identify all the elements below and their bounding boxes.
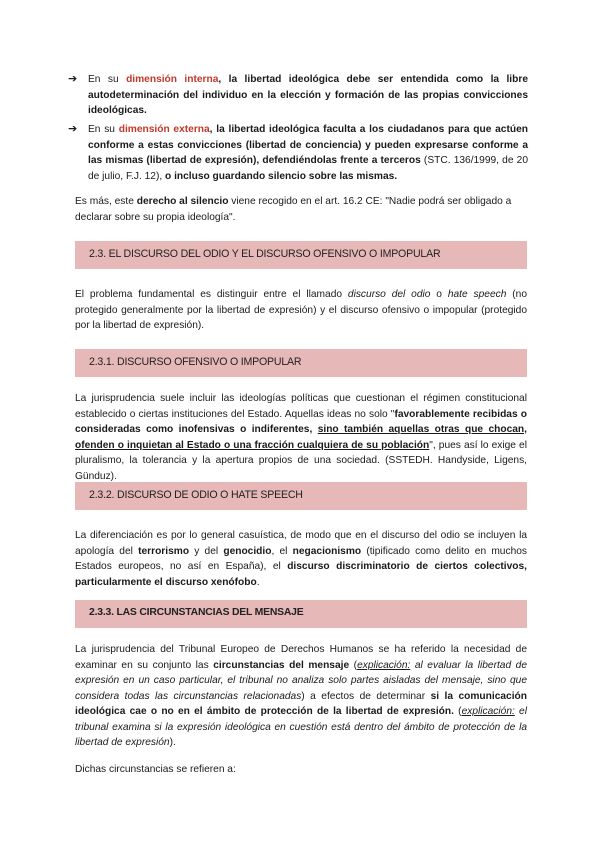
text-run: ) a efectos de determinar: [301, 690, 431, 702]
text-run: La diferenciación es por lo general casuística, de modo que en el discurso del odio se incluyen la apología del: [75, 530, 527, 557]
text-run: ).: [169, 737, 176, 748]
bullet-body-end: o incluso guardando silencio sobre las mismas.: [165, 170, 398, 182]
text-run: El problema fundamental es distinguir entre el llamado: [75, 289, 348, 300]
bullet-item-internal: [68, 72, 528, 119]
text-run: (STC. 136/1999, de 20 de julio, F.J. 12),: [88, 155, 529, 182]
text-run: Es más, este: [75, 196, 137, 207]
italic-explanation: el tribunal examina si la expresión ideológica en cuestión está dentro del ámbito de protección de la libertad de expresión: [75, 706, 527, 748]
bold-underlined-quote: sino también aquellas otras que chocan, ofenden o inquietan al Estado o una fracción cualquiera de su población: [75, 424, 527, 451]
text-run: En su: [88, 124, 119, 135]
text-run: (: [349, 659, 358, 671]
bullet-item-external: [68, 122, 529, 184]
explanation-label: explicación:: [357, 659, 411, 671]
explanation-label: explicación:: [461, 706, 515, 717]
text-run: , el: [271, 545, 293, 557]
bold-term: genocidio: [223, 545, 272, 557]
text-run: o: [430, 289, 448, 300]
text-run: y del: [189, 545, 224, 557]
text-run: ", pues así lo exige el pluralismo, la tolerancia y la apertura propios de una sociedad. (SSTEDH. Handyside, Ligens, Günduz).: [75, 439, 527, 482]
bold-quote: favorablemente recibidas o consideradas como inofensivas o indiferentes,: [75, 408, 527, 435]
text-run: En su: [88, 74, 127, 85]
subsection-heading: 2.3.2. DISCURSO DE ODIO O HATE SPEECH: [89, 489, 303, 501]
highlight-internal: dimensión interna: [126, 74, 219, 85]
subsection-heading-band: [75, 349, 527, 377]
text-run: La jurisprudencia del Tribunal Europeo de Derechos Humanos se ha referido la necesidad de examinar en su conjunto las: [75, 644, 527, 671]
paragraph-problema: [75, 287, 527, 334]
italic-term: discurso del odio: [347, 289, 431, 300]
bullet-body: , la libertad ideológica faculta a los ciudadanos para que actúen conforme a estas convicciones (libertad de conciencia) y pueden expresarse conforme a las mismas (libertad de expresión), defendiéndolas frente a terceros: [88, 124, 528, 166]
subsection-heading-band: [75, 600, 527, 628]
subsection-heading: 2.3.1. DISCURSO OFENSIVO O IMPOPULAR: [89, 356, 302, 368]
closing-line: Dichas circunstancias se refieren a:: [75, 764, 236, 775]
section-heading-band: [75, 241, 527, 269]
bold-term: discurso discriminatorio de ciertos colectivos, particularmente el discurso xenófobo: [75, 561, 527, 588]
bold-term: si la comunicación ideológica cae o no en el ámbito de protección de la libertad de expresión.: [75, 690, 527, 717]
text-run: .: [256, 576, 260, 588]
bold-term: derecho al silencio: [136, 196, 229, 207]
highlight-external: dimensión externa: [118, 124, 210, 135]
text-run: (no protegido generalmente por la libertad de expresión) y el discurso ofensivo o impopular (protegido por la libertad de expresión).: [75, 289, 527, 331]
arrow-right-icon: ➔: [68, 73, 78, 85]
arrow-right-icon: ➔: [68, 123, 78, 135]
italic-explanation: al evaluar la libertad de expresión en un caso particular, el tribunal no analiza solo partes aisladas del mensaje, sino que considera todas las circunstancias relacionadas: [75, 659, 528, 702]
bold-term: circunstancias del mensaje: [213, 659, 350, 671]
paragraph-circunstancias: [75, 642, 527, 751]
paragraph-final: [75, 762, 527, 778]
text-run: (tipificado como delito en muchos Estados europeos, no así en España), el: [75, 545, 527, 572]
subsection-heading-band: [75, 482, 527, 510]
bold-term: negacionismo: [292, 545, 362, 557]
section-heading: 2.3. EL DISCURSO DEL ODIO Y EL DISCURSO OFENSIVO O IMPOPULAR: [89, 248, 441, 260]
text-run: viene recogido en el art. 16.2 CE: "Nadie podrá ser obligado a declarar sobre su propia ideología".: [75, 196, 512, 223]
paragraph-odio: [75, 528, 527, 590]
italic-term: hate speech: [447, 289, 507, 300]
bold-term: terrorismo: [138, 545, 190, 557]
paragraph-ofensivo: [75, 391, 527, 484]
subsection-heading: 2.3.3. LAS CIRCUNSTANCIAS DEL MENSAJE: [89, 607, 304, 618]
bullet-body: , la libertad ideológica debe ser entendida como la libre autodeterminación del individuo en la elección y formación de las propias convicciones ideológicas.: [88, 74, 528, 116]
text-run: La jurisprudencia suele incluir las ideologías políticas que cuestionan el régimen constitucional establecido o ciertas instituciones del Estado. Aquellas ideas no solo ": [75, 393, 527, 420]
text-run: (: [453, 706, 462, 717]
paragraph-silencio: [75, 194, 527, 225]
